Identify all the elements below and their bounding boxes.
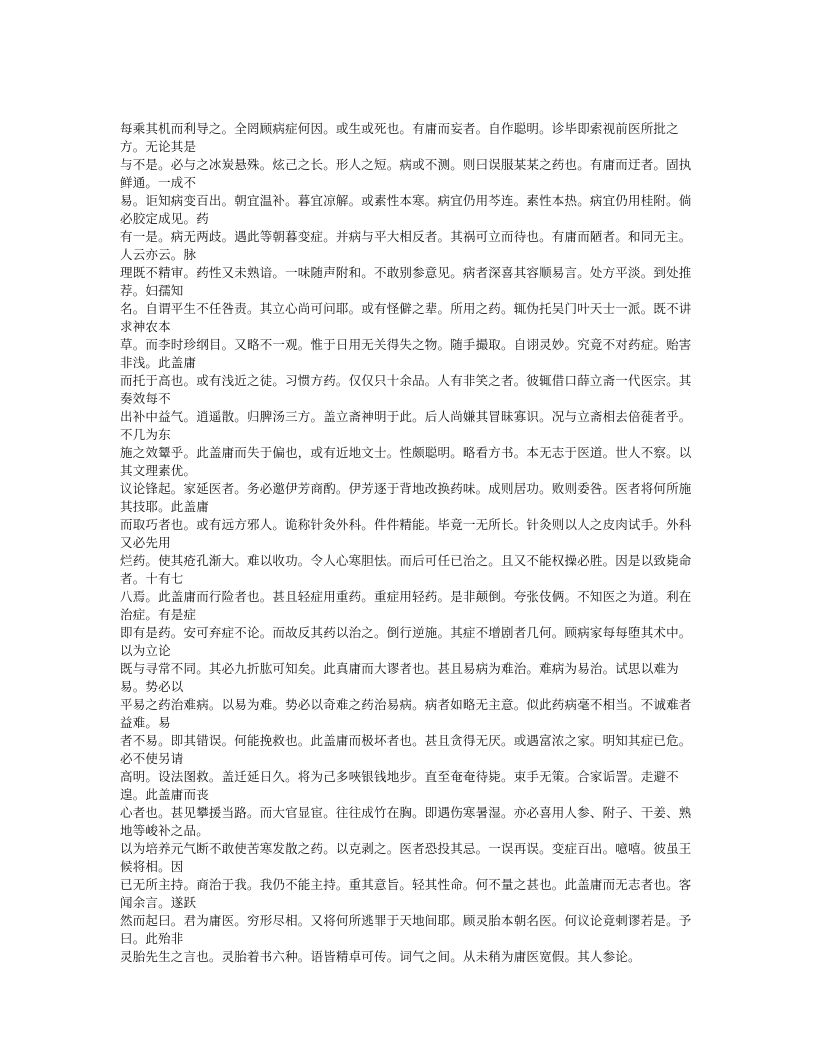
text-line: 高明。设法图救。盖迁延日久。将为己多唊银钱地步。直至奄奄待毙。束手无策。合家诟詈。走避不遑。此盖庸而丧 [120,769,679,802]
text-line: 而托于高也。或有浅近之徒。习惯方药。仅仅只十余品。人有非笑之者。彼辄借口薛立斋一代医宗。其奏效每不 [120,373,692,406]
text-line: 名。自谓平生不任咎责。其立心尚可问耶。或有怪僻之辈。所用之药。辄伪托吴门叶天士一派。既不讲求神农本 [120,301,692,334]
text-line: 议论锋起。家延医者。务必邀伊芳商酌。伊芳逐于背地改换药味。成则居功。败则委咎。医者将何所施其技耶。此盖庸 [120,481,692,514]
text-line: 施之效颦乎。此盖庸而失于偏也，或有近地文士。性颇聪明。略看方书。本无志于医道。世人不察。以其文理素优。 [120,445,692,478]
text-line: 理既不精审。药性又未熟谙。一味随声附和。不敢别参意见。病者深喜其容顺易言。处方平淡。到处推荐。妇孺知 [120,265,692,298]
text-line: 既与寻常不同。其必九折肱可知矣。此真庸而大谬者也。甚且易病为难治。难病为易治。试思以难为易。势必以 [120,661,679,694]
text-line: 灵胎先生之言也。灵胎着书六种。语皆精卓可传。词气之间。从未稍为庸医宽假。其人参论。 [120,949,641,964]
text-line: 易。讵知病变百出。朝宜温补。暮宜凉解。或素性本寒。病宜仍用芩连。素性本热。病宜仍用桂附。倘必胶定成见。药 [120,193,692,226]
text-line: 有一是。病无两歧。遇此等朝暮变症。并病与平大相反者。其祸可立而待也。有庸而陋者。和同无主。人云亦云。脉 [120,229,692,262]
text-line: 每乘其机而利导之。全罔顾病症何因。或生或死也。有庸而妄者。自作聪明。诊毕即索视前医所批之方。无论其是 [120,121,679,154]
text-line: 出补中益气。逍遥散。归脾汤三方。盖立斋神明于此。后人尚嫌其冒昧寡识。况与立斋相去倍蓰者乎。不几为东 [120,409,692,442]
text-line: 以为培养元气断不敢使苦寒发散之药。以克剥之。医者恐投其忌。一误再误。变症百出。噫嘻。彼虽王候将相。因 [120,841,692,874]
text-line: 八焉。此盖庸而行险者也。甚且轻症用重药。重症用轻药。是非颠倒。夸张伎俩。不知医之为道。利在治症。有是症 [120,589,692,622]
text-line: 者不易。即其错误。何能挽救也。此盖庸而极坏者也。甚且贪得无厌。或遇富浓之家。明知其症已危。必不使另请 [120,733,692,766]
text-line: 平易之药治难病。以易为难。势必以奇难之药治易病。病者如略无主意。似此药病毫不相当。不诚难者益难。易 [120,697,692,730]
text-line: 心者也。甚见攀援当路。而大官显宦。往往成竹在胸。即遇伤寒暑湿。亦必喜用人参、附子、干姜、熟地等峻补之品。 [120,805,692,838]
document-body [120,120,700,966]
text-line: 即有是药。安可弃症不论。而故反其药以治之。倒行逆施。其症不增剧者几何。顾病家每每堕其术中。以为立论 [120,625,692,658]
text-line: 草。而李时珍纲目。又略不一观。惟于日用无关得失之物。随手撮取。自诩灵妙。究竟不对药症。贻害非浅。此盖庸 [120,337,692,370]
text-line: 与不是。必与之冰炭悬殊。炫己之长。形人之短。病或不测。则曰误服某某之药也。有庸而迂者。固执鲜通。一成不 [120,157,692,190]
text-line: 已无所主持。商治于我。我仍不能主持。重其意旨。轻其性命。何不量之甚也。此盖庸而无志者也。客闻余言。遂跃 [120,877,692,910]
text-line: 而取巧者也。或有远方邪人。诡称针灸外科。件件精能。毕竟一无所长。针灸则以人之皮肉试手。外科又必先用 [120,517,692,550]
text-line: 然而起曰。君为庸医。穷形尽相。又将何所逃罪于天地间耶。顾灵胎本朝名医。何议论竟刺谬若是。予曰。此殆非 [120,913,692,946]
text-line: 烂药。使其疮孔渐大。难以收功。令人心寒胆怯。而后可任已治之。且又不能权操必胜。因是以致毙命者。十有七 [120,553,692,586]
